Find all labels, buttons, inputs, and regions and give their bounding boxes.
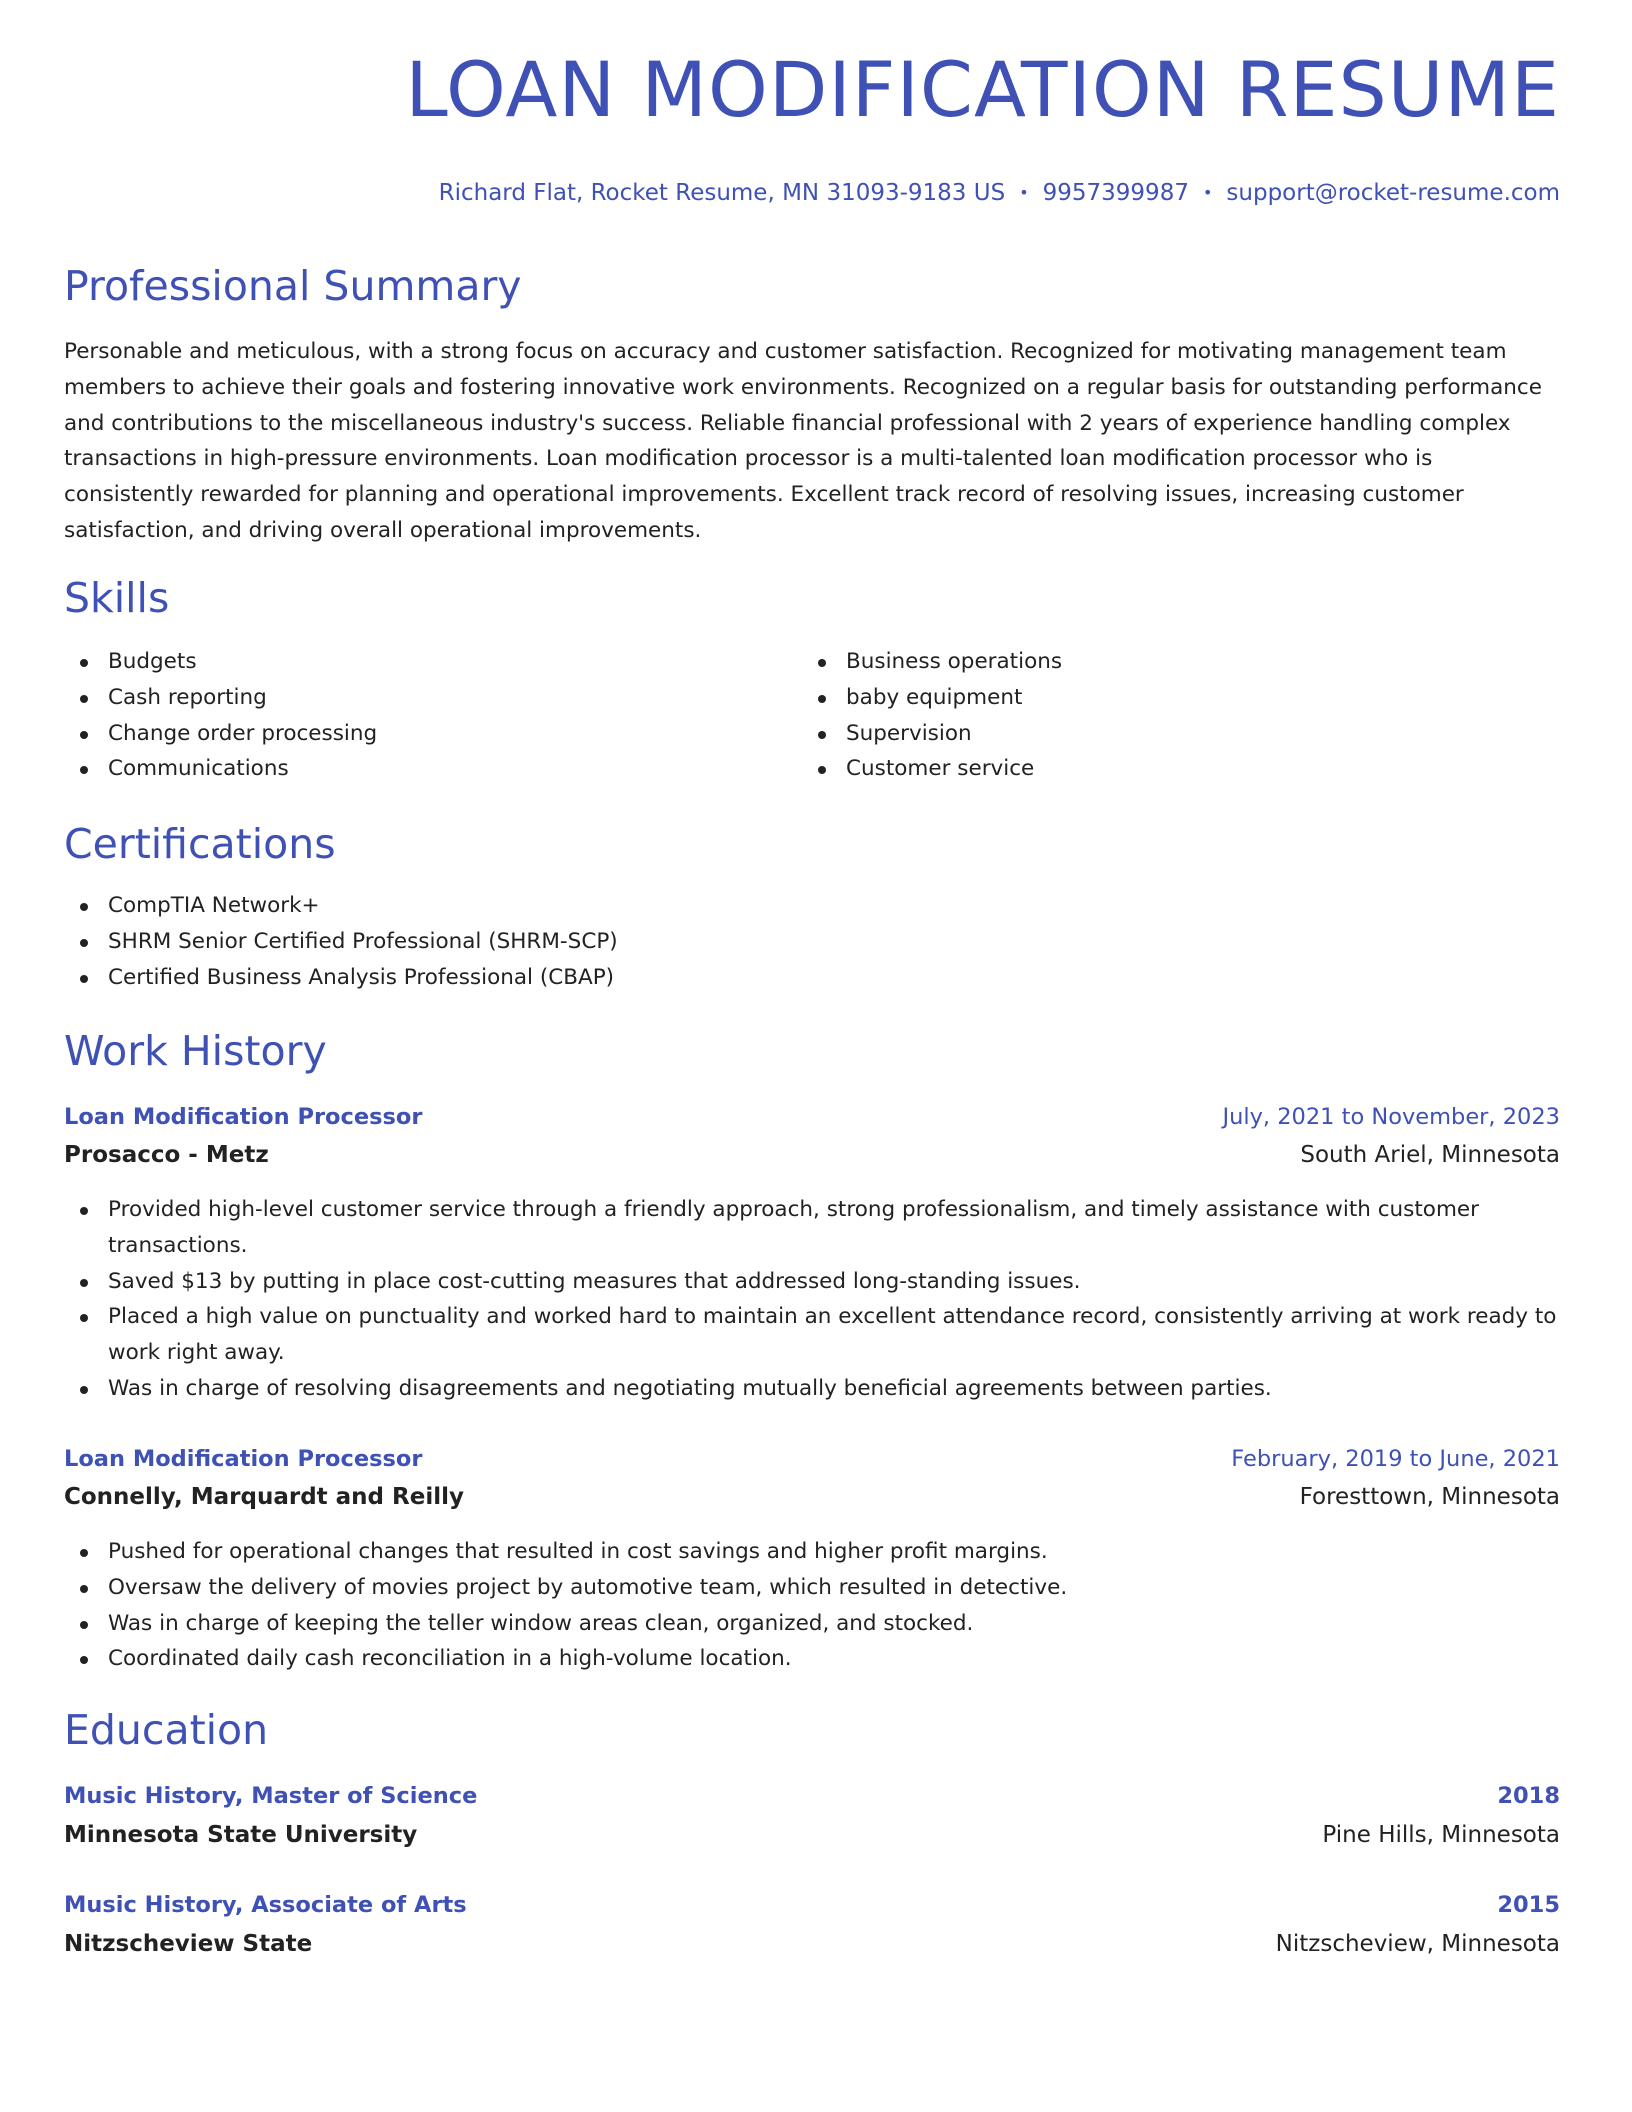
list-item: CompTIA Network+ (64, 888, 1560, 924)
job-location: Foresttown, Minnesota (1299, 1484, 1560, 1510)
education-degree: Music History, Associate of Arts (64, 1892, 467, 1918)
resume-title: LOAN MODIFICATION RESUME (405, 45, 1560, 134)
section-heading-education: Education (64, 1706, 269, 1754)
certifications-list (64, 888, 1560, 995)
list-item: Supervision (802, 716, 1522, 752)
contact-line (439, 182, 1560, 205)
list-item: Was in charge of resolving disagreements and negotiating mutually beneficial agreements between parties. (64, 1371, 1560, 1407)
list-item: Business operations (802, 644, 1522, 680)
education-degree: Music History, Master of Science (64, 1783, 478, 1809)
education-location: Pine Hills, Minnesota (1322, 1822, 1560, 1848)
section-heading-certifications: Certifications (64, 820, 336, 868)
list-item: Saved $13 by putting in place cost-cutting measures that addressed long-standing issues. (64, 1264, 1560, 1300)
contact-separator: • (1019, 183, 1029, 202)
job-title: Loan Modification Processor (64, 1104, 423, 1130)
job-header (64, 1102, 1560, 1132)
education-header (64, 1781, 1560, 1811)
education-school: Minnesota State University (64, 1822, 418, 1848)
education-header (64, 1890, 1560, 1920)
job-bullets (64, 1534, 1560, 1677)
job-dates: February, 2019 to June, 2021 (1231, 1446, 1560, 1472)
education-year: 2018 (1497, 1783, 1560, 1809)
list-item: Pushed for operational changes that resulted in cost savings and higher profit margins. (64, 1534, 1560, 1570)
job-title: Loan Modification Processor (64, 1446, 423, 1472)
list-item: Provided high-level customer service through a friendly approach, strong professionalism, and timely assistance with customer transactions. (64, 1192, 1560, 1264)
education-location: Nitzscheview, Minnesota (1275, 1931, 1560, 1957)
list-item: Oversaw the delivery of movies project by automotive team, which resulted in detective. (64, 1570, 1560, 1606)
contact-separator: • (1202, 183, 1213, 202)
list-item: Budgets (64, 644, 784, 680)
job-employer-row (64, 1140, 1560, 1170)
education-school-row (64, 1929, 1560, 1959)
list-item: Was in charge of keeping the teller window areas clean, organized, and stocked. (64, 1606, 1560, 1642)
education-year: 2015 (1497, 1892, 1560, 1918)
education-school: Nitzscheview State (64, 1931, 313, 1957)
list-item: Cash reporting (64, 680, 784, 716)
education-school-row (64, 1820, 1560, 1850)
list-item: Coordinated daily cash reconciliation in a high-volume location. (64, 1641, 1560, 1677)
contact-phone[interactable]: 9957399987 (1042, 180, 1189, 206)
job-company: Prosacco - Metz (64, 1142, 269, 1168)
list-item: Certified Business Analysis Professional (CBAP) (64, 960, 1560, 996)
job-company: Connelly, Marquardt and Reilly (64, 1484, 464, 1510)
job-employer-row (64, 1482, 1560, 1512)
summary-text: Personable and meticulous, with a strong focus on accuracy and customer satisfaction. Recognized for motivating management team members to achieve their goals and fostering innovative work environments. Recognized on a regular basis for outstanding performance and contributions to the miscellaneous industry's success. Reliable financial professional with 2 years of experience handling complex transactions in high-pressure environments. Loan modification processor is a multi-talented loan modification processor who is consistently rewarded for planning and operational improvements. Excellent track record of resolving issues, increasing customer satisfaction, and driving overall operational improvements. (64, 339, 1542, 543)
job-location: South Ariel, Minnesota (1300, 1142, 1560, 1168)
contact-address: Richard Flat, Rocket Resume, MN 31093-9183 US (438, 180, 1006, 206)
list-item: Placed a high value on punctuality and worked hard to maintain an excellent attendance record, consistently arriving at work ready to work right away. (64, 1299, 1560, 1371)
list-item: Communications (64, 751, 784, 787)
job-bullets (64, 1192, 1560, 1407)
list-item: Change order processing (64, 716, 784, 752)
job-header (64, 1444, 1560, 1474)
list-item: Customer service (802, 751, 1522, 787)
section-heading-work-history: Work History (64, 1027, 327, 1075)
list-item: SHRM Senior Certified Professional (SHRM-SCP) (64, 924, 1560, 960)
list-item: baby equipment (802, 680, 1522, 716)
contact-email[interactable]: support@rocket-resume.com (1226, 180, 1560, 206)
section-heading-skills: Skills (64, 574, 170, 622)
skills-list-right (802, 644, 1522, 787)
section-heading-summary: Professional Summary (64, 262, 522, 310)
job-dates: July, 2021 to November, 2023 (1222, 1104, 1560, 1130)
skills-list-left (64, 644, 784, 787)
